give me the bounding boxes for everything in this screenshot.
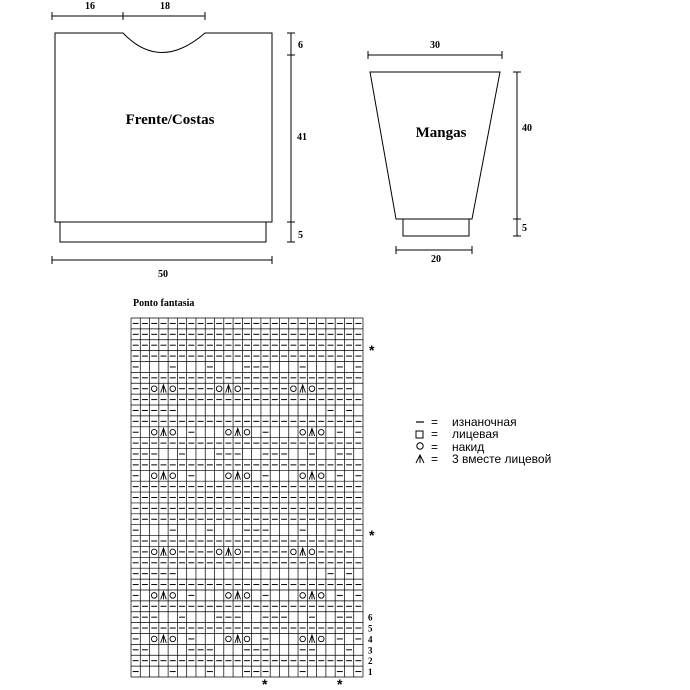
legend-eq: =: [431, 440, 439, 454]
legend-eq: =: [431, 427, 439, 441]
k3tog-stitch: [161, 591, 167, 599]
row-number: 5: [368, 623, 373, 634]
row-number: 3: [368, 645, 373, 656]
sleeve-cuff: [403, 219, 469, 236]
yarn-over-stitch: [318, 593, 324, 599]
yarn-over-stitch: [216, 549, 222, 555]
k3tog-stitch: [300, 548, 306, 556]
yarn-over-stitch: [235, 386, 241, 392]
yarn-over-stitch: [318, 429, 324, 435]
yarn-over-stitch: [300, 429, 306, 435]
yarn-over-stitch: [226, 636, 232, 642]
row-number: 4: [368, 634, 373, 645]
yarn-over-stitch: [151, 593, 157, 599]
legend-k3tog-symbol: [416, 455, 424, 463]
k3tog-stitch: [226, 385, 232, 393]
sleeve-label: Mangas: [415, 125, 467, 141]
yarn-over-stitch: [151, 386, 157, 392]
yarn-over-stitch: [318, 636, 324, 642]
dim-cuff-height: 5: [522, 223, 527, 234]
front-back-label: Frente/Costas: [125, 112, 215, 128]
dim-sleeve-height: 40: [522, 123, 532, 134]
front-back-schematic: [52, 12, 295, 264]
k3tog-stitch: [161, 548, 167, 556]
legend-eq: =: [431, 415, 439, 429]
yarn-over-stitch: [170, 549, 176, 555]
legend-yo-symbol: [417, 443, 423, 449]
chart-title: Ponto fantasia: [133, 298, 195, 309]
yarn-over-stitch: [151, 473, 157, 479]
yarn-over-stitch: [151, 636, 157, 642]
yarn-over-stitch: [151, 429, 157, 435]
k3tog-stitch: [235, 591, 241, 599]
k3tog-stitch: [309, 428, 315, 436]
yarn-over-stitch: [291, 549, 297, 555]
legend-k3tog-text: 3 вместе лицевой: [452, 452, 552, 466]
yarn-over-stitch: [318, 473, 324, 479]
dim-neck-width: 18: [160, 1, 170, 12]
yarn-over-stitch: [216, 386, 222, 392]
repeat-marker-bottom-left: *: [262, 676, 268, 690]
k3tog-stitch: [235, 428, 241, 436]
dim-total-width: 50: [158, 269, 168, 280]
yarn-over-stitch: [291, 386, 297, 392]
row-numbers: [368, 613, 373, 677]
row-number: 1: [368, 667, 373, 678]
legend-item-k3tog: [416, 452, 551, 466]
yarn-over-stitch: [170, 386, 176, 392]
sleeve-body-outline: [370, 72, 500, 219]
yarn-over-stitch: [226, 593, 232, 599]
legend-purl-text: изнаночная: [452, 415, 517, 429]
row-number: 6: [368, 612, 373, 623]
dim-height-rib: 5: [298, 230, 303, 241]
k3tog-stitch: [309, 472, 315, 480]
dim-height-body: 41: [297, 132, 307, 143]
yarn-over-stitch: [300, 593, 306, 599]
yarn-over-stitch: [309, 386, 315, 392]
k3tog-stitch: [161, 385, 167, 393]
yarn-over-stitch: [300, 636, 306, 642]
dim-sleeve-top-width: 30: [430, 40, 440, 51]
legend: [416, 415, 551, 466]
k3tog-stitch: [235, 635, 241, 643]
front-back-rib: [60, 222, 266, 242]
yarn-over-stitch: [244, 473, 250, 479]
legend-yo-text: накид: [452, 440, 485, 454]
k3tog-stitch: [309, 635, 315, 643]
yarn-over-stitch: [235, 549, 241, 555]
yarn-over-stitch: [244, 636, 250, 642]
sleeve-schematic: [368, 51, 521, 254]
k3tog-stitch: [235, 472, 241, 480]
legend-item-knit: [416, 427, 499, 441]
row-number: 2: [368, 656, 373, 667]
yarn-over-stitch: [170, 473, 176, 479]
yarn-over-stitch: [170, 636, 176, 642]
k3tog-stitch: [226, 548, 232, 556]
dim-top-left-width: 16: [85, 1, 95, 12]
repeat-marker-right-lower: *: [369, 527, 375, 543]
yarn-over-stitch: [226, 429, 232, 435]
dim-cuff-width: 20: [431, 254, 441, 265]
legend-knit-symbol: [416, 431, 423, 438]
repeat-marker-bottom-right: *: [337, 676, 343, 690]
legend-knit-text: лицевая: [452, 427, 499, 441]
yarn-over-stitch: [170, 593, 176, 599]
yarn-over-stitch: [309, 549, 315, 555]
k3tog-stitch: [161, 428, 167, 436]
k3tog-stitch: [309, 591, 315, 599]
yarn-over-stitch: [244, 593, 250, 599]
repeat-marker-right-upper: *: [369, 342, 375, 358]
yarn-over-stitch: [151, 549, 157, 555]
yarn-over-stitch: [300, 473, 306, 479]
yarn-over-stitch: [170, 429, 176, 435]
legend-eq: =: [431, 452, 439, 466]
dim-height-neck: 6: [298, 40, 303, 51]
stitch-chart: [131, 318, 363, 677]
k3tog-stitch: [161, 635, 167, 643]
yarn-over-stitch: [244, 429, 250, 435]
yarn-over-stitch: [226, 473, 232, 479]
k3tog-stitch: [161, 472, 167, 480]
k3tog-stitch: [300, 385, 306, 393]
